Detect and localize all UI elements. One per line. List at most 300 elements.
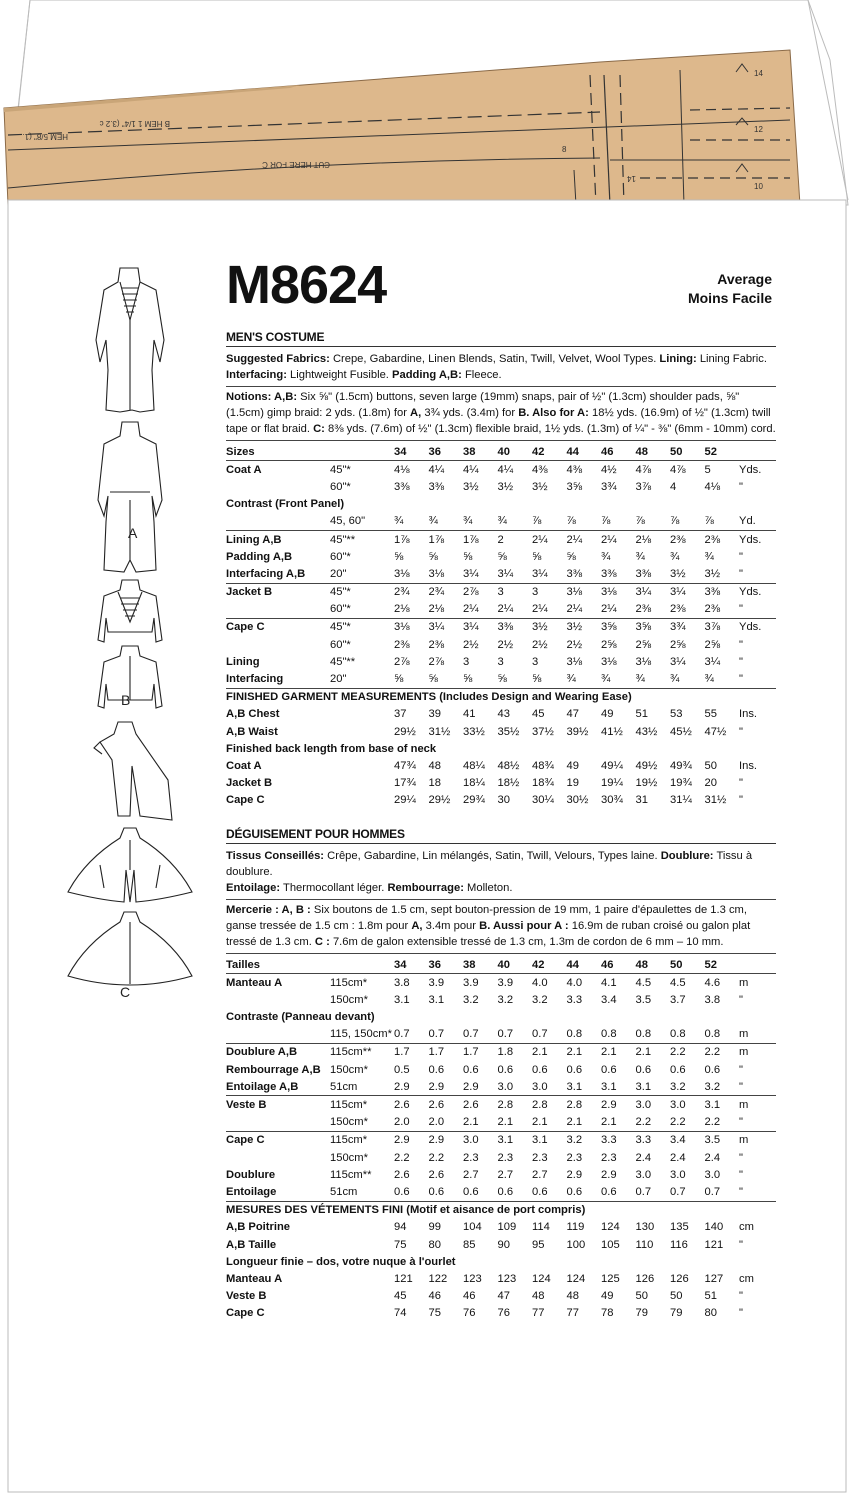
row-label: Doublure xyxy=(226,1168,276,1181)
fabric-width: 60"* xyxy=(330,550,351,563)
yardage-table xyxy=(226,443,776,809)
table-row xyxy=(226,792,776,809)
measurement-cell: 53 xyxy=(670,708,683,721)
yardage-cell: ¾ xyxy=(428,515,438,528)
notions-text: 3.4m pour xyxy=(425,919,476,932)
yardage-cell: 0.7 xyxy=(463,1028,479,1041)
length-cell: 48 xyxy=(532,1290,545,1303)
length-cell: 19¼ xyxy=(601,777,623,790)
fabric-width: 45, 60" xyxy=(330,515,366,528)
yardage-cell: 3⅞ xyxy=(705,618,740,636)
measurement-cell: 80 xyxy=(428,1238,441,1251)
measurement-cell: 119 xyxy=(566,1221,585,1234)
row-label: Manteau A xyxy=(226,974,330,992)
yardage-cell: 3.2 xyxy=(670,1080,686,1093)
unit-cell: " xyxy=(739,777,743,790)
unit-cell: Yd. xyxy=(739,515,756,528)
yardage-cell: 2.9 xyxy=(601,1168,617,1181)
yardage-cell: 3.9 xyxy=(463,974,498,992)
yardage-cell: 2⅜ xyxy=(670,603,686,616)
fabrics-label: Suggested Fabrics: xyxy=(226,353,330,365)
yardage-cell: 3⅜ xyxy=(394,480,410,493)
padding-text: Fleece. xyxy=(464,369,502,381)
notions-text: Six boutons de 1.5 cm, sept bouton-pression de 19 mm, 1 paire d'épaulettes de 1.3 cm, ganse tressée de 1.5 cm : 1.8m pour xyxy=(226,903,747,932)
cape-c-front-drawing xyxy=(68,828,192,902)
measurement-cell: 43 xyxy=(497,708,510,721)
yardage-cell: ⅝ xyxy=(394,550,404,563)
yardage-cell: 2.4 xyxy=(704,1151,721,1164)
yardage-cell: 2.1 xyxy=(497,1116,514,1129)
measurement-cell: 41½ xyxy=(601,725,623,738)
yardage-cell: 3.4 xyxy=(601,993,617,1006)
unit-cell: Ins. xyxy=(739,759,758,772)
measurement-cell: 85 xyxy=(463,1238,476,1251)
measurement-cell: 109 xyxy=(497,1221,517,1234)
yardage-cell: 2⅞ xyxy=(463,583,498,601)
length-cell: 30½ xyxy=(566,794,589,807)
yardage-cell: 2.1 xyxy=(566,1116,583,1129)
yardage-cell: 4.1 xyxy=(601,974,636,992)
yardage-cell: 2.6 xyxy=(394,1096,429,1114)
yardage-cell: 2.6 xyxy=(429,1096,464,1114)
table-row xyxy=(226,1009,776,1026)
fabric-width: 115cm** xyxy=(330,1168,372,1181)
view-label-c: C xyxy=(120,984,131,1000)
measurement-cell: 100 xyxy=(566,1238,586,1251)
measurement-cell: 135 xyxy=(670,1221,689,1234)
yardage-cell: 0.8 xyxy=(704,1028,721,1041)
measurement-cell: 105 xyxy=(601,1238,620,1251)
table-row xyxy=(226,496,776,513)
yardage-cell: 2¼ xyxy=(497,603,514,616)
table-row xyxy=(226,1305,776,1322)
row-label: Rembourrage A,B xyxy=(226,1063,321,1076)
yardage-cell: 1.7 xyxy=(463,1043,498,1061)
yardage-cell: 3⅝ xyxy=(566,480,583,493)
row-label: A,B Chest xyxy=(226,708,280,721)
row-label: Lining xyxy=(226,655,260,668)
fabric-width: 115, 150cm* xyxy=(330,1028,392,1041)
row-label: Coat A xyxy=(226,461,330,479)
yardage-cell: 2⅛ xyxy=(428,603,445,616)
view-label-b: B xyxy=(121,692,131,708)
length-cell: 30¼ xyxy=(532,794,554,807)
length-cell: 30 xyxy=(497,794,510,807)
row-label: Entoilage xyxy=(226,1185,277,1198)
yardage-cell: 3¼ xyxy=(532,567,548,580)
table-row xyxy=(226,1270,776,1287)
yardage-cell: 2⅝ xyxy=(670,638,686,651)
row-label xyxy=(226,1114,330,1132)
yardage-cell: 3⅛ xyxy=(601,655,617,668)
yardage-cell: 2.0 xyxy=(428,1116,445,1129)
yardage-cell: 3.0 xyxy=(532,1080,548,1093)
yardage-cell: 3.0 xyxy=(670,1168,686,1181)
measurement-cell: 39 xyxy=(428,708,441,721)
yardage-cell: 0.7 xyxy=(635,1185,652,1198)
measurement-cell: 94 xyxy=(394,1221,407,1234)
measurement-cell: 110 xyxy=(635,1238,654,1251)
table-row xyxy=(226,548,776,565)
yardage-cell: ⅞ xyxy=(670,515,680,528)
unit-cell: " xyxy=(739,1168,743,1181)
yardage-cell: 2⅜ xyxy=(394,638,410,651)
yardage-cell: ¾ xyxy=(704,673,714,686)
row-label xyxy=(226,991,330,1008)
measurement-cell: 47 xyxy=(566,708,579,721)
row-label: Veste B xyxy=(226,1290,267,1303)
yardage-cell: 3.0 xyxy=(635,1168,652,1181)
notions-label: Notions: A,B: xyxy=(226,391,298,403)
yardage-cell: 3.8 xyxy=(394,974,429,992)
measurement-cell: 55 xyxy=(704,708,717,721)
table-row xyxy=(226,1131,776,1149)
yardage-cell: 3.2 xyxy=(704,1080,721,1093)
unit-cell: " xyxy=(739,1307,743,1320)
unit-cell: " xyxy=(739,550,743,563)
notions-view-c: C : xyxy=(314,935,330,948)
length-cell: 77 xyxy=(532,1307,545,1320)
yardage-cell: 4⅞ xyxy=(636,461,671,479)
row-label: Coat A xyxy=(226,759,262,772)
notions-text: 18½ yds. (16.9m) of ½" (1.3cm) twill tape or flat braid. xyxy=(226,407,771,435)
table-row xyxy=(226,1149,776,1166)
yardage-cell: 2¼ xyxy=(566,603,583,616)
sizes-label: Tailles xyxy=(226,958,260,971)
unit-cell: " xyxy=(739,1063,743,1076)
view-drawings xyxy=(60,260,210,1010)
yardage-cell: 3.1 xyxy=(394,993,410,1006)
fabric-width: 150cm* xyxy=(330,1063,368,1076)
yardage-cell: 3⅛ xyxy=(394,618,429,636)
table-row xyxy=(226,740,776,757)
size-cell: 44 xyxy=(566,958,579,971)
lining-label: Lining: xyxy=(659,353,697,365)
unit-cell: Ins. xyxy=(739,708,758,721)
measurements-title: MESURES DES VÉTEMENTS FINI (Motif et aisance de port compris) xyxy=(226,1201,776,1219)
fabric-width: 45"* xyxy=(330,583,394,601)
yardage-cell: 0.8 xyxy=(566,1028,583,1041)
yardage-cell: 3¼ xyxy=(429,618,464,636)
yardage-cell: 2½ xyxy=(497,638,514,651)
yardage-cell: 0.6 xyxy=(601,1185,617,1198)
yardage-cell: 0.7 xyxy=(704,1185,721,1198)
measurement-cell: 43½ xyxy=(635,725,658,738)
yardage-cell: 3⅝ xyxy=(601,618,636,636)
unit-cell: " xyxy=(739,1290,743,1303)
unit-cell: " xyxy=(739,655,743,668)
yardage-cell: 2.9 xyxy=(394,1080,410,1093)
measurement-cell: 95 xyxy=(532,1238,545,1251)
yardage-cell: 3.4 xyxy=(670,1131,705,1149)
yardage-cell: 2⅝ xyxy=(635,638,652,651)
yardage-cell: 3⅜ xyxy=(705,583,740,601)
length-cell: 48 xyxy=(428,759,441,772)
size-cell: 52 xyxy=(704,958,717,971)
measurement-cell: 51 xyxy=(635,708,648,721)
yardage-cell: 3.1 xyxy=(705,1096,740,1114)
unit-cell: Yds. xyxy=(739,530,776,548)
measurement-cell: 45½ xyxy=(670,725,692,738)
unit-cell: " xyxy=(739,993,743,1006)
fabric-width: 45"** xyxy=(330,655,356,668)
measurement-cell: 104 xyxy=(463,1221,482,1234)
length-cell: 48½ xyxy=(497,759,520,772)
yardage-cell: 3⅞ xyxy=(635,480,652,493)
length-cell: 48 xyxy=(566,1290,579,1303)
yardage-cell: 1.8 xyxy=(498,1043,533,1061)
length-cell: 19¾ xyxy=(670,777,692,790)
yardage-cell: ⅝ xyxy=(463,550,473,563)
pattern-text-14b: 14 xyxy=(754,69,763,78)
length-cell: 47¾ xyxy=(394,759,416,772)
yardage-cell: 2.9 xyxy=(394,1131,429,1149)
fabric-width: 51cm xyxy=(330,1080,358,1093)
yardage-cell: 3¼ xyxy=(636,583,671,601)
yardage-cell: 2.2 xyxy=(670,1043,705,1061)
yardage-cell: 3.3 xyxy=(636,1131,671,1149)
table-row xyxy=(226,1219,776,1236)
measurement-cell: 37½ xyxy=(532,725,554,738)
lining-text: Tissu à doublure. xyxy=(226,849,753,878)
notions-text: 3¾ yds. (3.4m) for xyxy=(424,407,516,419)
unit-cell: " xyxy=(739,1238,743,1251)
yardage-cell: 0.6 xyxy=(601,1063,617,1076)
yardage-cell: 2.8 xyxy=(567,1096,602,1114)
pattern-text-hem: HEM 5/8" (1. xyxy=(22,132,68,141)
yardage-cell: 4⅜ xyxy=(532,461,567,479)
yardage-cell: 2.6 xyxy=(463,1096,498,1114)
table-row xyxy=(226,653,776,670)
yardage-cell: 2½ xyxy=(463,638,479,651)
yardage-cell: 2.7 xyxy=(532,1168,548,1181)
sizes-label: Sizes xyxy=(226,445,255,458)
measurement-cell: 90 xyxy=(497,1238,510,1251)
table-row xyxy=(226,974,776,992)
pattern-info xyxy=(226,330,776,1322)
yardage-cell: 1⅞ xyxy=(463,530,498,548)
yardage-cell: 2.2 xyxy=(394,1151,410,1164)
yardage-cell: 2.7 xyxy=(463,1168,479,1181)
unit-cell: cm xyxy=(739,1221,754,1234)
yardage-cell: 3⅜ xyxy=(635,567,652,580)
yardage-cell: 3¼ xyxy=(704,655,721,668)
row-label: Cape C xyxy=(226,618,330,636)
table-row xyxy=(226,1114,776,1132)
yardage-cell: 2.3 xyxy=(566,1151,583,1164)
yardage-cell: ¾ xyxy=(670,673,680,686)
fabric-width: 150cm* xyxy=(330,1151,368,1164)
yardage-cell: 4.5 xyxy=(670,974,705,992)
measurement-cell: 39½ xyxy=(566,725,589,738)
measurement-cell: 116 xyxy=(670,1238,688,1251)
fabrics-label: Tissus Conseillés: xyxy=(226,849,325,862)
yardage-cell: 0.6 xyxy=(428,1185,445,1198)
yardage-cell: 0.8 xyxy=(601,1028,617,1041)
yardage-cell: 3⅛ xyxy=(566,655,583,668)
unit-cell: cm xyxy=(739,1272,754,1285)
yardage-cell: 3⅝ xyxy=(636,618,671,636)
yardage-cell: 2⅝ xyxy=(704,638,721,651)
yardage-cell: 3.2 xyxy=(532,993,548,1006)
row-label xyxy=(226,1026,330,1044)
notions-label: Mercerie : A, B : xyxy=(226,903,311,916)
row-label: Cape C xyxy=(226,794,265,807)
yardage-cell: 3 xyxy=(498,583,533,601)
length-cell: 122 xyxy=(428,1272,448,1285)
yardage-cell: 3.1 xyxy=(498,1131,533,1149)
row-label: Doublure A,B xyxy=(226,1043,330,1061)
yardage-cell: 1.7 xyxy=(429,1043,464,1061)
lining-label: Doublure: xyxy=(660,849,714,862)
length-cell: 74 xyxy=(394,1307,407,1320)
yardage-cell: 2.2 xyxy=(428,1151,445,1164)
unit-cell: m xyxy=(739,1028,749,1041)
yardage-cell: 3.5 xyxy=(705,1131,740,1149)
length-cell: 18¼ xyxy=(463,777,485,790)
unit-cell: " xyxy=(739,1116,743,1129)
unit-cell: " xyxy=(739,673,743,686)
length-cell: 125 xyxy=(601,1272,620,1285)
measurement-cell: 114 xyxy=(532,1221,550,1234)
yardage-cell: 4.6 xyxy=(705,974,740,992)
size-cell: 44 xyxy=(566,445,579,458)
length-cell: 29½ xyxy=(428,794,451,807)
interfacing-label: Entoilage: xyxy=(226,881,281,894)
unit-cell: " xyxy=(739,603,743,616)
yardage-cell: 3.2 xyxy=(567,1131,602,1149)
length-cell: 18¾ xyxy=(532,777,554,790)
length-cell: 77 xyxy=(566,1307,579,1320)
yardage-cell: ⅝ xyxy=(532,550,542,563)
yardage-cell: 3.1 xyxy=(601,1080,617,1093)
length-cell: 48¾ xyxy=(532,759,554,772)
measurement-cell: 75 xyxy=(394,1238,407,1251)
length-cell: 30¾ xyxy=(601,794,623,807)
yardage-cell: 3¼ xyxy=(497,567,514,580)
notions-view-c: C: xyxy=(313,423,325,435)
row-label xyxy=(226,478,330,495)
yardage-cell: 2¼ xyxy=(567,530,602,548)
yardage-cell: 3.7 xyxy=(670,993,686,1006)
yardage-cell: 2⅞ xyxy=(428,655,445,668)
yardage-cell: 3⅛ xyxy=(428,567,445,580)
yardage-cell: ⅞ xyxy=(601,515,611,528)
unit-cell: " xyxy=(739,1080,743,1093)
size-cell: 34 xyxy=(394,958,407,971)
yardage-cell: 0.6 xyxy=(428,1063,445,1076)
yardage-cell: 3⅜ xyxy=(428,480,445,493)
yardage-cell: 0.8 xyxy=(635,1028,652,1041)
french-section xyxy=(226,827,776,1322)
length-cell: 19½ xyxy=(635,777,658,790)
yardage-cell: 2.2 xyxy=(704,1116,721,1129)
yardage-cell: 2¼ xyxy=(532,603,548,616)
table-row xyxy=(226,583,776,601)
unit-cell: " xyxy=(739,1185,743,1198)
section-title: MEN'S COSTUME xyxy=(226,330,776,347)
table-row xyxy=(226,1288,776,1305)
length-cell: 123 xyxy=(463,1272,482,1285)
length-cell: 29¼ xyxy=(394,794,416,807)
yardage-cell: ⅝ xyxy=(394,673,404,686)
yardage-cell: 0.6 xyxy=(532,1063,548,1076)
yardage-cell: 0.6 xyxy=(463,1185,479,1198)
yardage-cell: 3¾ xyxy=(601,480,617,493)
yardage-table xyxy=(226,956,776,1322)
yardage-cell: 3.9 xyxy=(429,974,464,992)
table-row xyxy=(226,1043,776,1061)
length-cell: 49 xyxy=(601,1290,614,1303)
yardage-cell: 2.3 xyxy=(532,1151,548,1164)
table-row xyxy=(226,601,776,619)
yardage-cell: 2.4 xyxy=(670,1151,686,1164)
yardage-cell: 0.6 xyxy=(532,1185,548,1198)
table-row xyxy=(226,956,776,974)
yardage-cell: ⅝ xyxy=(566,550,576,563)
table-row xyxy=(226,1201,776,1219)
yardage-cell: 3.9 xyxy=(498,974,533,992)
table-row xyxy=(226,757,776,774)
yardage-cell: 3½ xyxy=(463,480,479,493)
measurement-cell: 47½ xyxy=(704,725,727,738)
table-row xyxy=(226,775,776,792)
interfacing-label: Interfacing: xyxy=(226,369,287,381)
length-cell: 78 xyxy=(601,1307,614,1320)
unit-cell: " xyxy=(739,567,743,580)
table-row xyxy=(226,618,776,636)
yardage-cell: 2.2 xyxy=(670,1116,686,1129)
table-row xyxy=(226,670,776,688)
yardage-cell: 3 xyxy=(532,655,539,668)
length-cell: 47 xyxy=(497,1290,510,1303)
length-cell: 79 xyxy=(670,1307,683,1320)
yardage-cell: 2⅛ xyxy=(394,603,410,616)
yardage-cell: ¾ xyxy=(601,673,611,686)
measurement-cell: 35½ xyxy=(497,725,520,738)
yardage-cell: 0.6 xyxy=(394,1185,410,1198)
yardage-cell: 2 xyxy=(498,530,533,548)
yardage-cell: 2.3 xyxy=(463,1151,479,1164)
length-cell: 126 xyxy=(635,1272,655,1285)
fabric-width: 115cm* xyxy=(330,1131,394,1149)
size-cell: 38 xyxy=(463,445,476,458)
measurement-cell: 33½ xyxy=(463,725,485,738)
yardage-cell: 2.7 xyxy=(497,1168,514,1181)
row-label: Jacket B xyxy=(226,583,330,601)
length-cell: 76 xyxy=(463,1307,476,1320)
length-cell: 80 xyxy=(704,1307,717,1320)
size-cell: 40 xyxy=(497,445,510,458)
fabrics-text: Crêpe, Gabardine, Lin mélangés, Satin, Twill, Velours, Types laine. xyxy=(327,849,658,862)
unit-cell: " xyxy=(739,725,743,738)
yardage-cell: ⅞ xyxy=(704,515,714,528)
padding-label: Rembourrage: xyxy=(387,881,464,894)
yardage-cell: 0.6 xyxy=(566,1063,583,1076)
yardage-cell: 0.6 xyxy=(635,1063,652,1076)
table-row xyxy=(226,1078,776,1096)
yardage-cell: 0.6 xyxy=(566,1185,583,1198)
yardage-cell: 3.0 xyxy=(636,1096,671,1114)
row-label: Manteau A xyxy=(226,1272,283,1285)
fabric-width: 60"* xyxy=(330,480,351,493)
yardage-cell: 4¼ xyxy=(429,461,464,479)
notions-text: 16.9m de ruban croisé ou galon plat tressé de 1.3 cm. xyxy=(226,919,751,948)
cape-c-side-drawing xyxy=(94,722,172,820)
yardage-cell: 3⅛ xyxy=(394,567,410,580)
yardage-cell: 3.1 xyxy=(532,1131,567,1149)
table-row xyxy=(226,530,776,548)
